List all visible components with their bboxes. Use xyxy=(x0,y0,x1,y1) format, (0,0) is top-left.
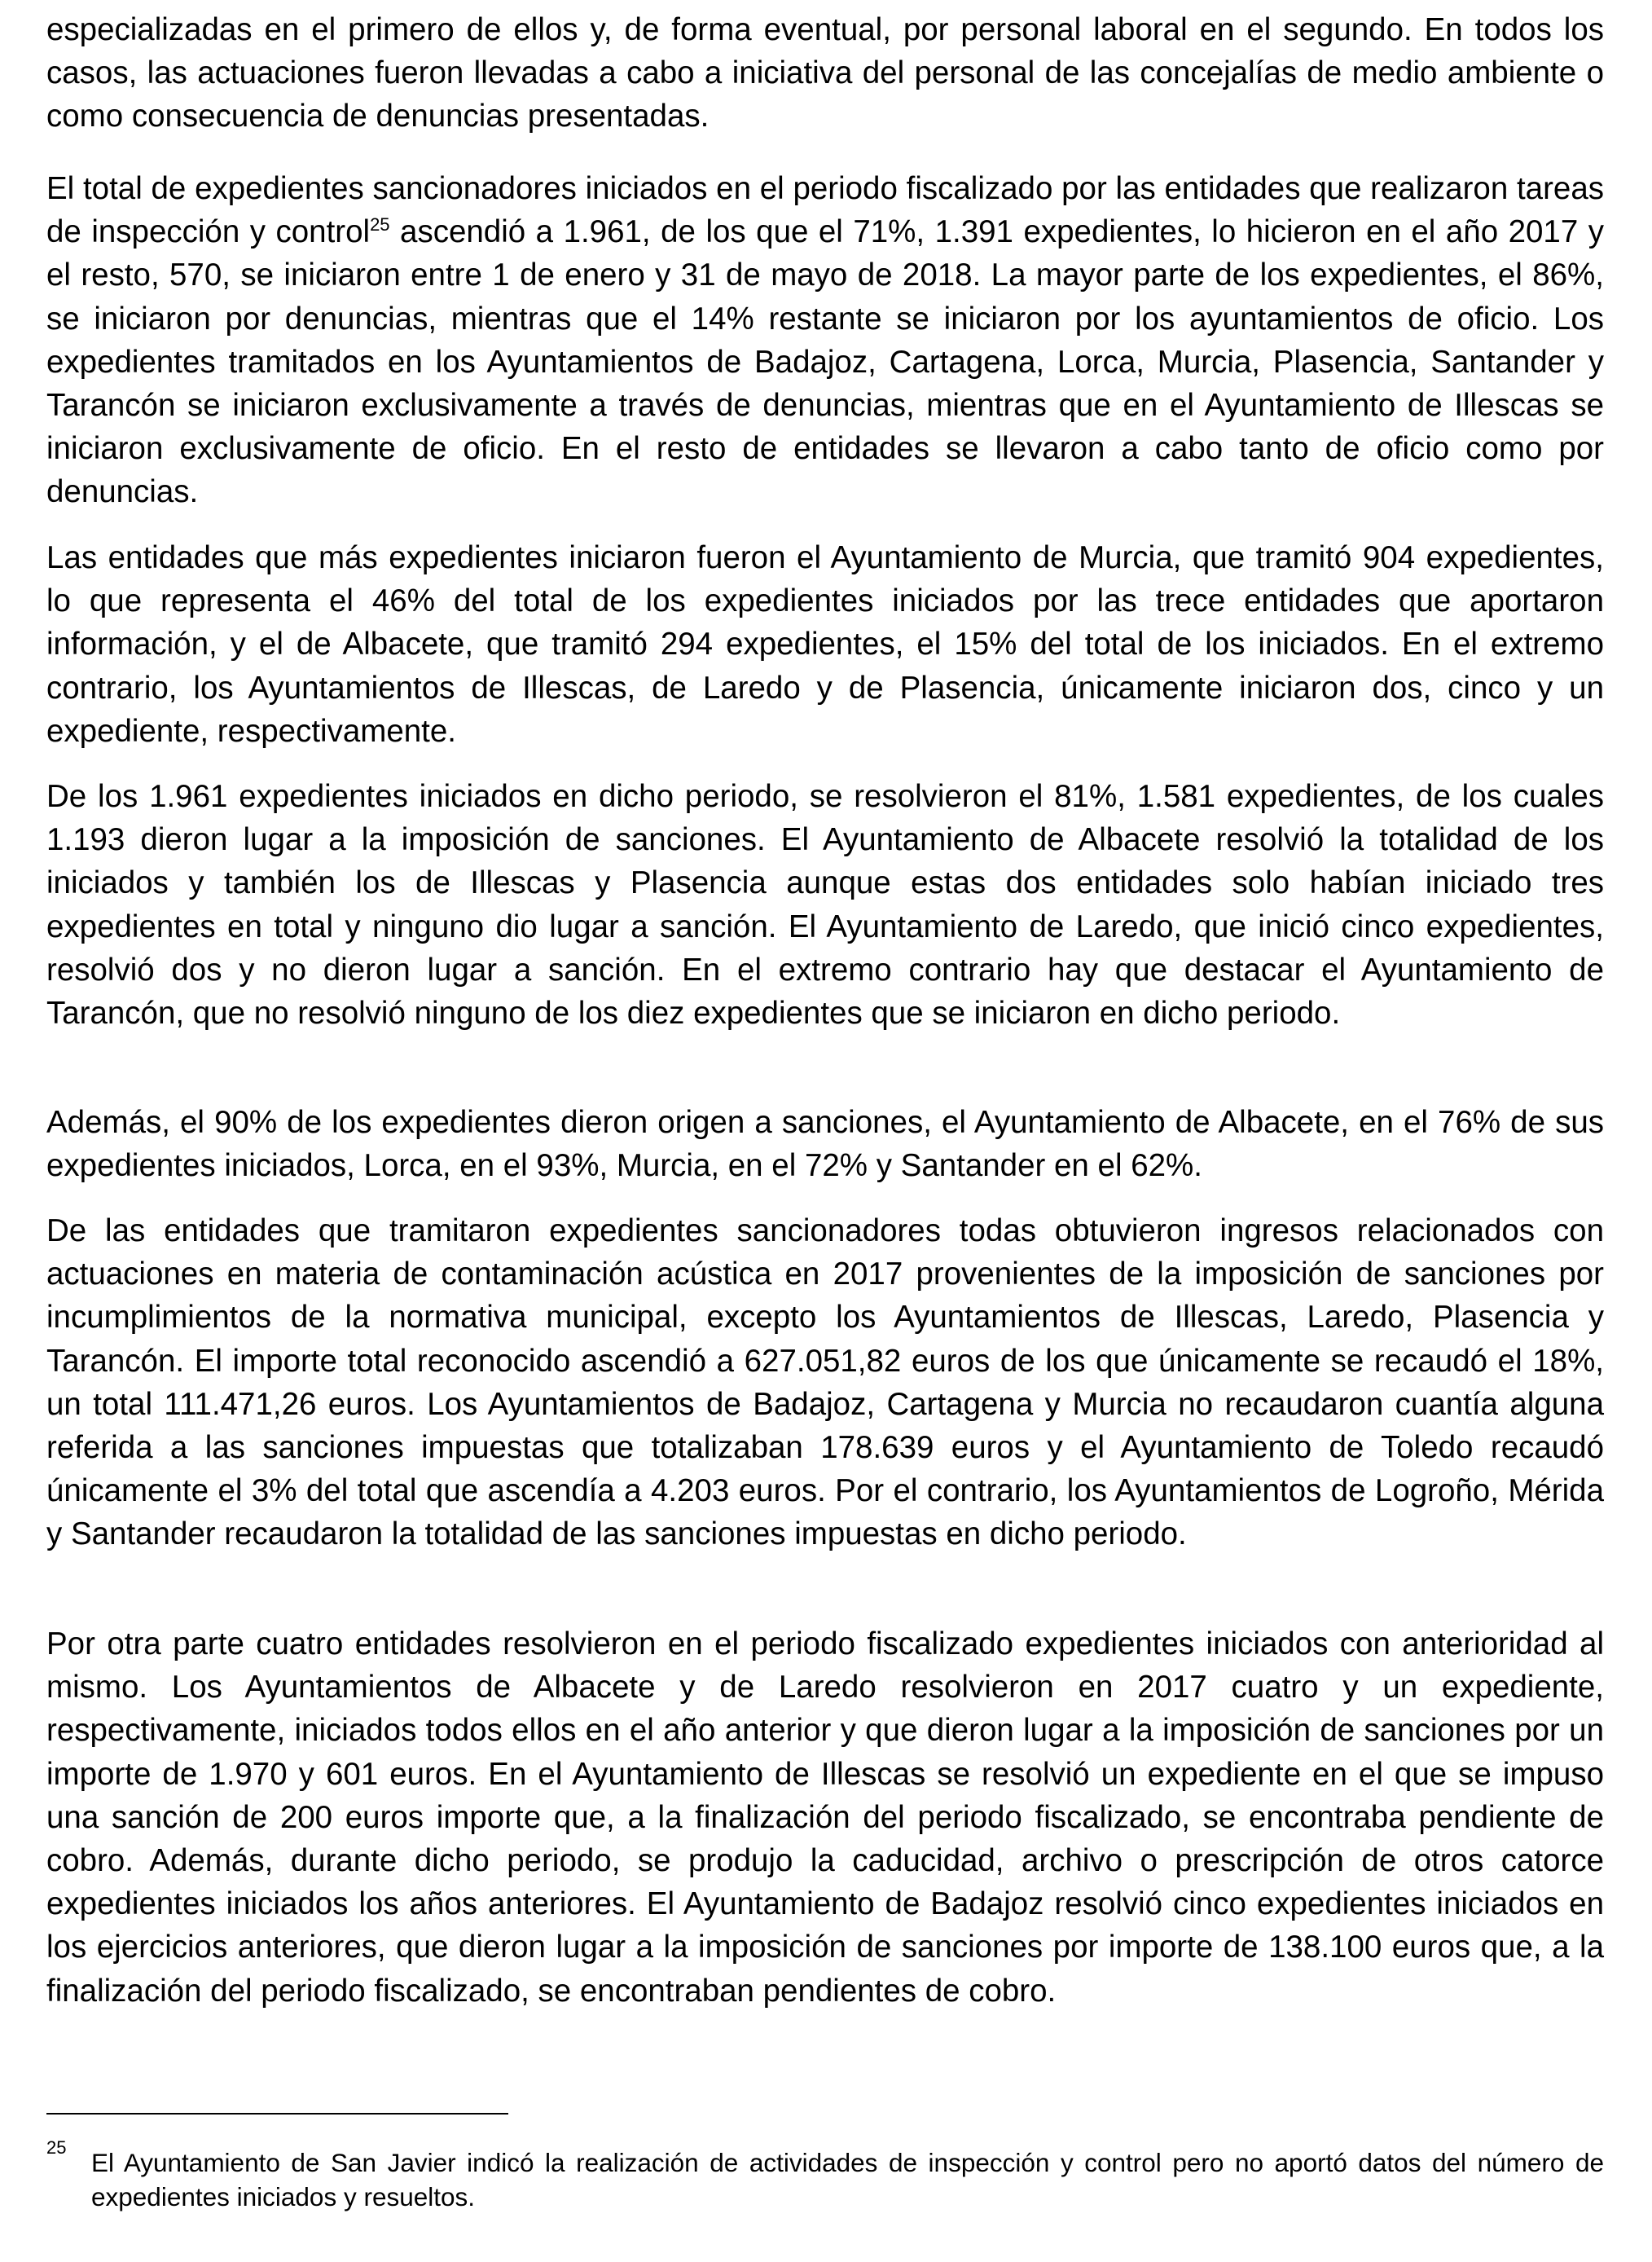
paragraph-7: Por otra parte cuatro entidades resolvieron en el periodo fiscalizado expedientes iniciados con anterioridad al mismo. Los Ayuntamientos de Albacete y de Laredo resolvieron en 2017 cuatro y un expediente, respectivamente, iniciados todos ellos en el año anterior y que dieron lugar a la imposición de sanciones por un importe de 1.970 y 601 euros. En el Ayuntamiento de Illescas se resolvió un expediente en el que se impuso una sanción de 200 euros importe que, a la finalización del periodo fiscalizado, se encontraba pendiente de cobro. Además, durante dicho periodo, se produjo la caducidad, archivo o prescripción de otros catorce expedientes iniciados los años anteriores. El Ayuntamiento de Badajoz resolvió cinco expedientes iniciados en los ejercicios anteriores, que dieron lugar a la imposición de sanciones por importe de 138.100 euros que, a la finalización del periodo fiscalizado, se encontraban pendientes de cobro. xyxy=(46,1626,1604,2009)
paragraph-3: Las entidades que más expedientes iniciaron fueron el Ayuntamiento de Murcia, que tramitó 904 expedientes, lo que representa el 46% del total de los expedientes iniciados por las trece entidades que aportaron información, y el de Albacete, que tramitó 294 expedientes, el 15% del total de los iniciados. En el extremo contrario, los Ayuntamientos de Illescas, de Laredo y de Plasencia, únicamente iniciaron dos, cinco y un expediente, respectivamente. xyxy=(46,540,1604,749)
footnote-text: El Ayuntamiento de San Javier indicó la realización de actividades de inspección y control pero no aportó datos del número de expedientes iniciados y resueltos. xyxy=(91,2148,1604,2211)
paragraph-2 xyxy=(46,167,1604,514)
paragraph-4: De los 1.961 expedientes iniciados en dicho periodo, se resolvieron el 81%, 1.581 expedientes, de los cuales 1.193 dieron lugar a la imposición de sanciones. El Ayuntamiento de Albacete resolvió la totalidad de los iniciados y también los de Illescas y Plasencia aunque estas dos entidades solo habían iniciado tres expedientes en total y ninguno dio lugar a sanción. El Ayuntamiento de Laredo, que inició cinco expedientes, resolvió dos y no dieron lugar a sanción. En el extremo contrario hay que destacar el Ayuntamiento de Tarancón, que no resolvió ninguno de los diez expedientes que se iniciaron en dicho periodo. xyxy=(46,779,1604,1032)
paragraph-5: Además, el 90% de los expedientes dieron origen a sanciones, el Ayuntamiento de Albacete, en el 76% de sus expedientes iniciados, Lorca, en el 93%, Murcia, en el 72% y Santander en el 62%. xyxy=(46,1105,1604,1184)
paragraph-1: especializadas en el primero de ellos y, de forma eventual, por personal laboral en el segundo. En todos los casos, las actuaciones fueron llevadas a cabo a iniciativa del personal de las concejalías de medio ambiente o como consecuencia de denuncias presentadas. xyxy=(46,12,1604,134)
footnote xyxy=(46,2137,1604,2214)
paragraph-2-text-start: El total de expedientes sancionadores iniciados en el periodo fiscalizado por las entidades que realizaron tareas de inspección y control xyxy=(46,171,1604,250)
footnote-separator xyxy=(46,2113,508,2115)
footnote-reference[interactable]: 25 xyxy=(370,214,390,235)
paragraph-2-text-end: ascendió a 1.961, de los que el 71%, 1.391 expedientes, lo hicieron en el año 2017 y el resto, 570, se iniciaron entre 1 de enero y 31 de mayo de 2018. La mayor parte de los expedientes, el 86%, se iniciaron por denuncias, mientras que el 14% restante se iniciaron por los ayuntamientos de oficio. Los expedientes tramitados en los Ayuntamientos de Badajoz, Cartagena, Lorca, Murcia, Plasencia, Santander y Tarancón se iniciaron exclusivamente a través de denuncias, mientras que en el Ayuntamiento de Illescas se iniciaron exclusivamente de oficio. En el resto de entidades se llevaron a cabo tanto de oficio como por denuncias. xyxy=(46,214,1604,510)
paragraph-6: De las entidades que tramitaron expedientes sancionadores todas obtuvieron ingresos relacionados con actuaciones en materia de contaminación acústica en 2017 provenientes de la imposición de sanciones por incumplimientos de la normativa municipal, excepto los Ayuntamientos de Illescas, Laredo, Plasencia y Tarancón. El importe total reconocido ascendió a 627.051,82 euros de los que únicamente se recaudó el 18%, un total 111.471,26 euros. Los Ayuntamientos de Badajoz, Cartagena y Murcia no recaudaron cuantía alguna referida a las sanciones impuestas que totalizaban 178.639 euros y el Ayuntamiento de Toledo recaudó únicamente el 3% del total que ascendía a 4.203 euros. Por el contrario, los Ayuntamientos de Logroño, Mérida y Santander recaudaron la totalidad de las sanciones impuestas en dicho periodo. xyxy=(46,1213,1604,1552)
footnote-number: 25 xyxy=(46,2137,67,2158)
